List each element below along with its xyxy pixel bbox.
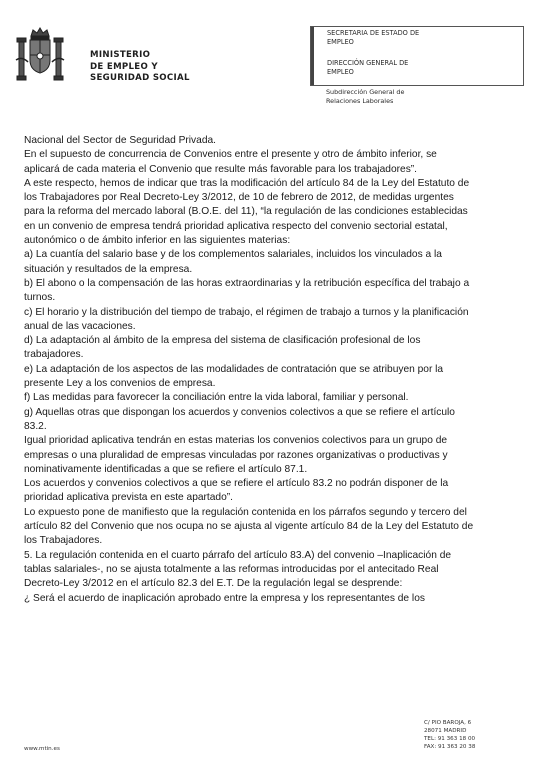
address-line: C/ PIO BAROJA, 6 [424,720,472,726]
body-line: ¿ Será el acuerdo de inaplicación aprobado entre la empresa y los representantes de los [24,592,425,604]
address-line: TEL: 91 363 18 00 [424,736,476,742]
document-body [24,134,514,606]
department-line: EMPLEO [327,68,354,76]
body-line: turnos. [24,292,56,304]
body-line: presente Ley a los convenios de empresa. [24,378,216,390]
department-line: EMPLEO [327,38,354,46]
body-line: Lo expuesto pone de manifiesto que la regulación contenida en los párrafos segundo y tercero del [24,506,467,518]
body-line: en un convenio de empresa tendrá prioridad aplicativa respecto del convenio sectorial estatal, [24,220,448,232]
body-line: para la reforma del mercado laboral (B.O.E. del 11), “la regulación de las condiciones establecidas [24,206,468,218]
ministry-line: DE EMPLEO Y [90,61,158,72]
department-box [310,26,524,86]
body-line: nominativamente identificadas a que se refiere el artículo 87.1. [24,463,308,475]
body-line: En el supuesto de concurrencia de Convenios entre el presente y otro de ámbito inferior, se [24,149,437,161]
box-accent-bar [311,27,314,85]
body-line: b) El abono o la compensación de las horas extraordinarias y la retribución específica del trabajo a [24,277,470,289]
body-line: situación y resultados de la empresa. [24,263,193,275]
body-line: empresas o una pluralidad de empresas vinculadas por razones organizativas o productivas y [24,449,448,461]
body-line: artículo 82 del Convenio que nos ocupa no se ajusta al vigente artículo 84 de la Ley del Estatuto de [24,521,474,533]
body-line: prioridad aplicativa prevista en este apartado”. [24,492,233,504]
body-line: Igual prioridad aplicativa tendrán en estas materias los convenios colectivos para un grupo de [24,435,448,447]
body-line: trabajadores. [24,349,84,361]
body-line: e) La adaptación de los aspectos de las modalidades de contratación que se atribuyen por la [24,363,444,375]
body-line: los Trabajadores por Real Decreto-Ley 3/2012, de 10 de febrero de 2012, de medidas urgentes [24,192,454,204]
department-line: DIRECCIÓN GENERAL DE [327,59,409,67]
body-line: g) Aquellas otras que dispongan los acuerdos y convenios colectivos a que se refiere el artículo [24,406,455,418]
address-line: FAX: 91 363 20 38 [424,744,476,750]
body-line: Nacional del Sector de Seguridad Privada. [24,135,216,146]
body-line: a) La cuantía del salario base y de los complementos salariales, incluidos los vinculados a la [24,249,442,261]
subdirection-line: Subdirección General de [326,88,405,96]
body-line: los Trabajadores. [24,535,103,547]
address-line: 28071 MADRID [424,728,467,734]
footer-website: www.mtin.es [24,746,60,752]
body-line: anual de las vacaciones. [24,320,136,332]
body-line: d) La adaptación al ámbito de la empresa del sistema de clasificación profesional de los [24,335,421,347]
body-line: A este respecto, hemos de indicar que tras la modificación del artículo 84 de la Ley del Estatuto de [24,177,470,189]
subdirection [326,88,404,106]
body-line: 5. La regulación contenida en el cuarto párrafo del artículo 83.A) del convenio –Inaplicación de [24,549,452,561]
ministry-line: MINISTERIO [90,50,151,60]
body-line: aplicará de cada materia el Convenio que resulte más favorable para los trabajadores”. [24,163,418,175]
body-line: 83.2. [24,420,47,432]
body-line: f) Las medidas para favorecer la conciliación entre la vida laboral, familiar y personal. [24,392,409,404]
body-line: Decreto-Ley 3/2012 en el artículo 82.3 del E.T. De la regulación legal se desprende: [24,578,403,590]
footer-address [424,719,475,751]
subdirection-line: Relaciones Laborales [326,96,394,105]
body-line: tablas salariales-, no se ajusta totalmente a las reformas introducidas por el antecitado Real [24,563,439,575]
ministry-name [90,50,190,85]
body-line: autonómico o de ámbito inferior en las siguientes materias: [24,235,291,247]
ministry-line: SEGURIDAD SOCIAL [90,73,190,83]
department-line: SECRETARIA DE ESTADO DE [327,29,420,37]
body-line: Los acuerdos y convenios colectivos a que se refiere el artículo 83.2 no podrán disponer de la [24,478,449,490]
body-line: c) El horario y la distribución del tiempo de trabajo, el régimen de trabajo a turnos y la planificación [24,306,469,318]
coat-of-arms-logo [14,26,66,88]
